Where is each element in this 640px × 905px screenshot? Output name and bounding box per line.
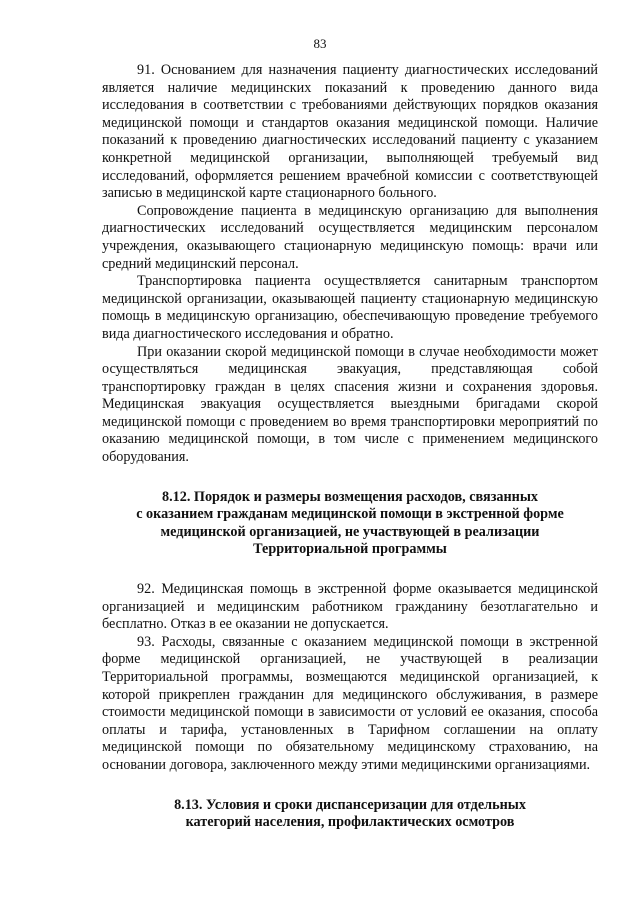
paragraph-evacuation: При оказании скорой медицинской помощи в случае необходимости может осуществляться медицинская эвакуация, представляющая собой транспортировку граждан в целях спасения жизни и сохранения здоровья. Медицинская эвакуация осуществляется выездными бригадами скорой медицинской помощи с проведением во время транспортировки мероприятий по оказанию медицинской помощи, в том числе с применением медицинского оборудования. xyxy=(102,343,598,466)
paragraph-91: 91. Основанием для назначения пациенту диагностических исследований является наличие медицинских показаний к проведению данного вида исследования в соответствии с требованиями действующих порядков оказания медицинской помощи и стандартов оказания медицинской помощи. Наличие показаний к проведению диагностических исследований пациенту с указанием конкретной медицинской организации, выполняющей требуемый вид исследований, оформляется решением врачебной комиссии с соответствующей записью в медицинской карте стационарного больного. xyxy=(102,62,598,202)
section-heading-8-12 xyxy=(102,489,598,559)
heading-line: с оказанием гражданам медицинской помощи в экстренной форме xyxy=(136,506,564,523)
heading-line: медицинской организацией, не участвующей в реализации xyxy=(160,523,540,540)
page-number: 83 xyxy=(313,36,327,51)
heading-line: 8.12. Порядок и размеры возмещения расходов, связанных xyxy=(161,488,539,505)
heading-line: категорий населения, профилактических осмотров xyxy=(185,814,515,831)
paragraph-transport: Транспортировка пациента осуществляется санитарным транспортом медицинской организации, оказывающей пациенту стационарную медицинскую помощь в медицинскую организацию, обеспечивающую проведение требуемого вида диагностического исследования и обратно. xyxy=(102,273,598,342)
document-body xyxy=(102,62,598,832)
paragraph-93: 93. Расходы, связанные с оказанием медицинской помощи в экстренной форме медицинской организацией, не участвующей в реализации Территориальной программы, возмещаются медицинской организацией, к которой прикреплен гражданин для медицинского обслуживания, в размере стоимости медицинской помощи в зависимости от условий ее оказания, способа оплаты и тарифа, установленных в Тарифном соглашении на оплату медицинской помощи по обязательному медицинскому страхованию, на основании договора, заключенного между этими медицинскими организациями. xyxy=(102,633,598,773)
heading-line: Территориальной программы xyxy=(253,541,447,558)
paragraph-92: 92. Медицинская помощь в экстренной форме оказывается медицинской организацией и медицинским работником гражданину безотлагательно и бесплатно. Отказ в ее оказании не допускается. xyxy=(102,581,598,633)
paragraph-escort: Сопровождение пациента в медицинскую организацию для выполнения диагностических исследований осуществляется медицинским персоналом учреждения, оказывающего стационарную медицинскую помощь: врачи или средний медицинский персонал. xyxy=(102,202,598,272)
heading-line: 8.13. Условия и сроки диспансеризации для отдельных xyxy=(174,796,526,813)
section-heading-8-13 xyxy=(102,797,598,832)
